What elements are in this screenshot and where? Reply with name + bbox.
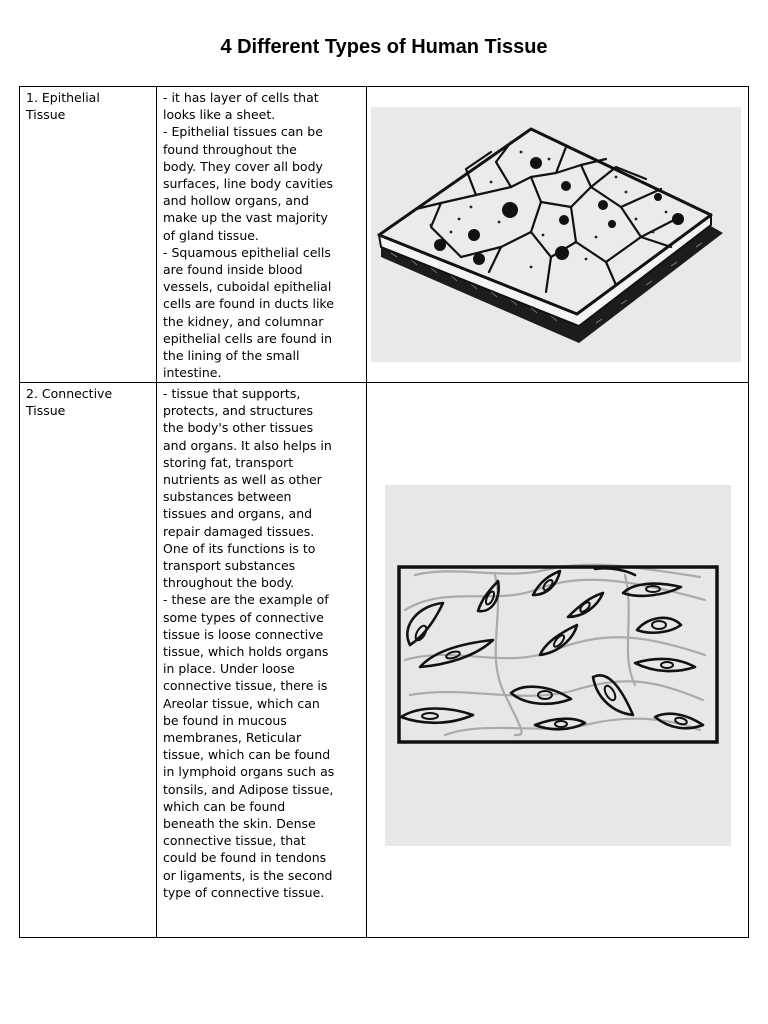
tissue-image-cell <box>367 383 749 938</box>
tissue-description-line: repair damaged tissues. <box>163 523 315 539</box>
tissue-description <box>157 87 366 381</box>
tissue-description-line: - tissue that supports, <box>163 386 301 401</box>
tissue-description-line: nutrients as well as other <box>163 472 322 488</box>
tissue-description-line: and hollow organs, and <box>163 193 309 209</box>
tissue-image-cell <box>367 87 749 383</box>
tissue-description-line: make up the vast majority <box>163 210 328 226</box>
tissue-description-line: are found inside blood <box>163 262 303 278</box>
tissue-name-cell <box>20 383 157 938</box>
tissue-description-line: in place. Under loose <box>163 661 295 677</box>
tissue-description-line: One of its functions is to <box>163 540 316 556</box>
tissue-description-line: tissue is loose connective <box>163 626 324 642</box>
table-row <box>20 383 749 938</box>
page-title: 4 Different Types of Human Tissue <box>220 36 548 58</box>
tissue-description-line: some types of connective <box>163 609 324 625</box>
tissue-description-cell <box>157 383 367 938</box>
tissue-description-line: membranes, Reticular <box>163 730 302 746</box>
tissue-description-line: tonsils, and Adipose tissue, <box>163 781 334 797</box>
tissue-description-line: the kidney, and columnar <box>163 313 324 329</box>
tissue-description-cell <box>157 87 367 383</box>
table-row <box>20 87 749 383</box>
tissue-description-line: the body's other tissues <box>163 420 314 436</box>
tissue-description-line: Areolar tissue, which can <box>163 695 320 711</box>
tissue-description-line: beneath the skin. Dense <box>163 816 316 832</box>
connective-tissue-drawing <box>385 485 731 846</box>
tissue-description-line: surfaces, line body cavities <box>163 176 334 192</box>
tissue-description-line: storing fat, transport <box>163 454 294 470</box>
tissue-description-line: tissues and organs, and <box>163 506 313 522</box>
tissue-description <box>157 383 366 901</box>
tissue-description-line: substances between <box>163 489 292 505</box>
tissue-description-line: looks like a sheet. <box>163 107 276 123</box>
tissue-description-line: body. They cover all body <box>163 158 323 174</box>
tissue-name-line: Tissue <box>26 403 66 419</box>
tissue-description-line: - it has layer of cells that <box>163 90 319 105</box>
tissue-description-line: type of connective tissue. <box>163 884 325 900</box>
tissue-description-line: cells are found in ducts like <box>163 296 334 312</box>
tissue-name-line: 1. Epithelial <box>26 90 100 105</box>
epithelial-tissue-drawing <box>371 107 741 362</box>
tissue-description-line: vessels, cuboidal epithelial <box>163 279 332 295</box>
tissue-name <box>20 383 156 419</box>
tissue-name <box>20 87 156 123</box>
tissue-description-line: intestine. <box>163 365 222 381</box>
tissue-description-line: in lymphoid organs such as <box>163 764 335 780</box>
tissue-description-line: protects, and structures <box>163 403 313 419</box>
tissue-description-line: of gland tissue. <box>163 227 259 243</box>
tissue-table <box>19 86 749 938</box>
tissue-description-line: - Epithelial tissues can be <box>163 124 323 140</box>
tissue-description-line: found throughout the <box>163 141 297 157</box>
tissue-description-line: connective tissue, there is <box>163 678 328 694</box>
tissue-description-line: tissue, which can be found <box>163 747 331 763</box>
tissue-description-line: tissue, which holds organs <box>163 644 329 660</box>
tissue-description-line: and organs. It also helps in <box>163 437 332 453</box>
tissue-description-line: - these are the example of <box>163 592 329 608</box>
tissue-name-cell <box>20 87 157 383</box>
tissue-description-line: could be found in tendons <box>163 850 327 866</box>
tissue-description-line: throughout the body. <box>163 575 295 591</box>
tissue-name-line: Tissue <box>26 107 66 123</box>
tissue-description-line: epithelial cells are found in <box>163 330 333 346</box>
tissue-description-line: which can be found <box>163 798 286 814</box>
tissue-description-line: or ligaments, is the second <box>163 867 333 883</box>
tissue-description-line: transport substances <box>163 558 296 574</box>
tissue-description-line: be found in mucous <box>163 712 287 728</box>
tissue-name-line: 2. Connective <box>26 386 113 401</box>
tissue-description-line: - Squamous epithelial cells <box>163 244 331 260</box>
tissue-description-line: the lining of the small <box>163 348 300 364</box>
tissue-description-line: connective tissue, that <box>163 833 306 849</box>
